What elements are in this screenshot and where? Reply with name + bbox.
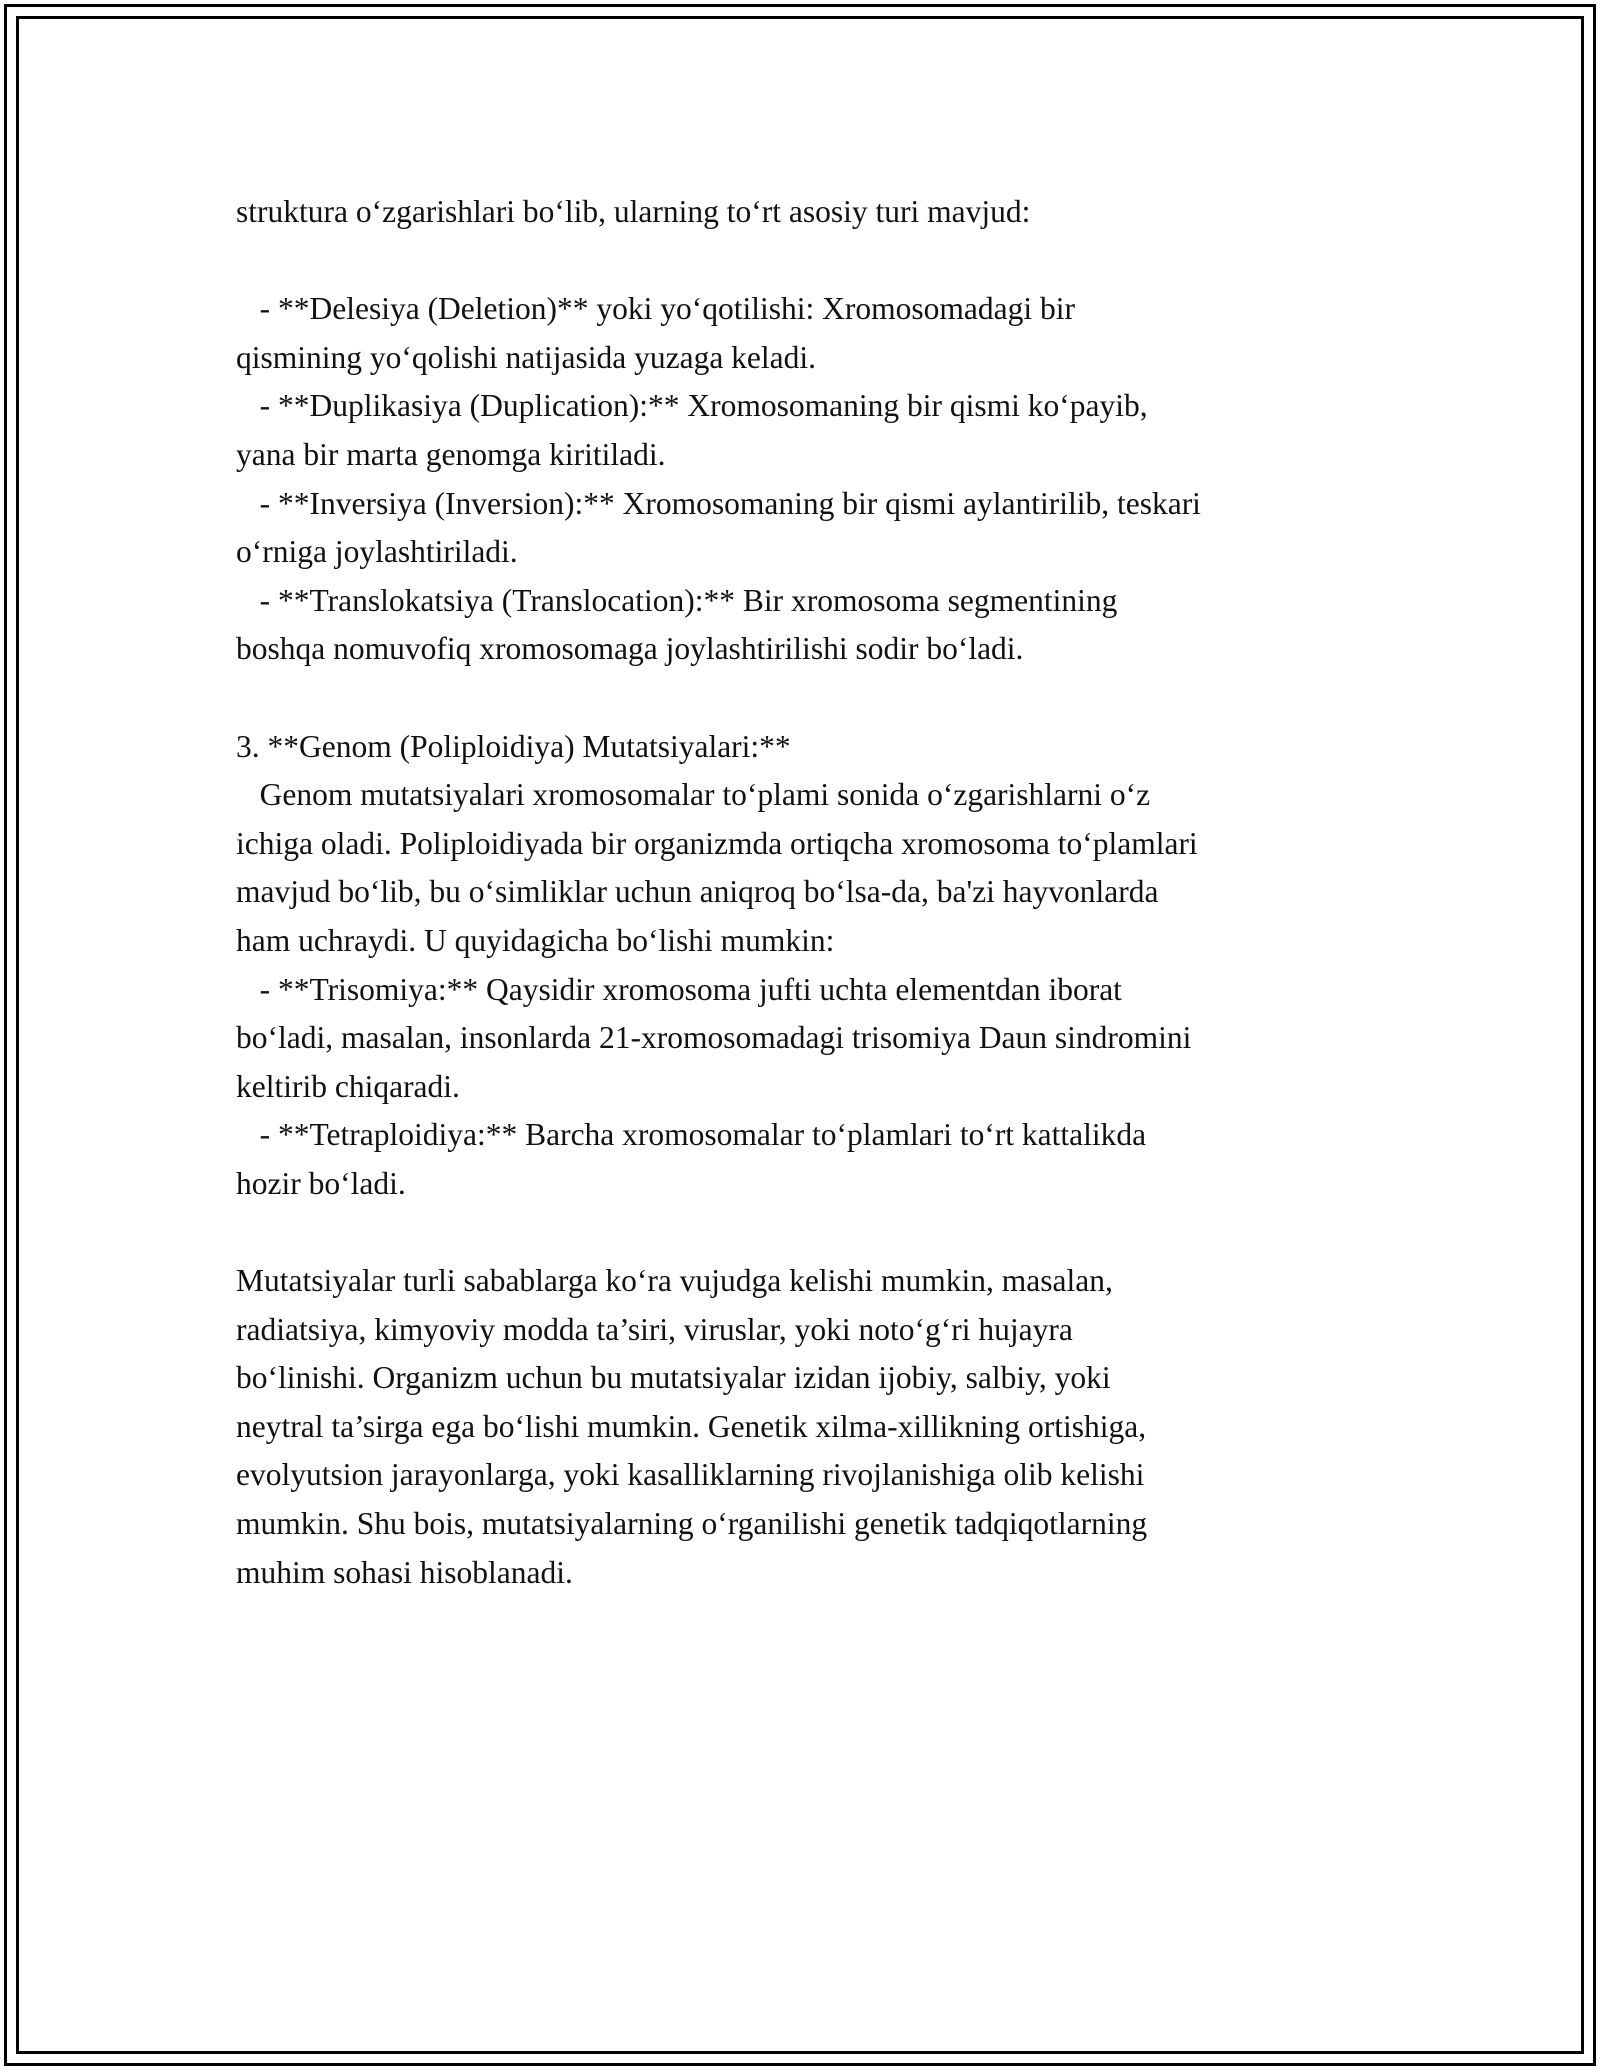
text-line: hozir bo‘ladi.: [236, 1165, 406, 1201]
text-line: muhim sohasi hisoblanadi.: [236, 1554, 573, 1590]
text-line: ichiga oladi. Poliploidiyada bir organizmda ortiqcha xromosoma to‘plamlari: [236, 825, 1198, 861]
text-line: boshqa nomuvofiq xromosomaga joylashtirilishi sodir bo‘ladi.: [236, 631, 1024, 667]
text-line: - **Tetraploidiya:** Barcha xromosomalar to‘plamlari to‘rt kattalikda: [236, 1117, 1147, 1153]
text-line: - **Translokatsiya (Translocation):** Bir xromosoma segmentining: [236, 582, 1118, 618]
blank-line: [236, 674, 1366, 723]
text-line: mumkin. Shu bois, mutatsiyalarning o‘rganilishi genetik tadqiqotlarning: [236, 1506, 1148, 1542]
text-line: yana bir marta genomga kiritiladi.: [236, 436, 666, 472]
text-line: o‘rniga joylashtiriladi.: [236, 534, 518, 570]
document-body: [236, 188, 1366, 1597]
text-line: Genom mutatsiyalari xromosomalar to‘plami sonida o‘zgarishlarni o‘z: [236, 777, 1151, 813]
text-line: bo‘ladi, masalan, insonlarda 21-xromosomadagi trisomiya Daun sindromini: [236, 1020, 1192, 1056]
blank-line: [236, 237, 1366, 286]
section-heading: 3. **Genom (Poliploidiya) Mutatsiyalari:**: [236, 728, 791, 764]
text-line: bo‘linishi. Organizm uchun bu mutatsiyalar izidan ijobiy, salbiy, yoki: [236, 1360, 1111, 1396]
text-line: mavjud bo‘lib, bu o‘simliklar uchun aniqroq bo‘lsa-da, ba'zi hayvonlarda: [236, 874, 1159, 910]
blank-line: [236, 1208, 1366, 1257]
text-line: Mutatsiyalar turli sabablarga ko‘ra vujudga kelishi mumkin, masalan,: [236, 1263, 1113, 1299]
text-line: qismining yo‘qolishi natijasida yuzaga keladi.: [236, 339, 817, 375]
text-line: struktura o‘zgarishlari bo‘lib, ularning to‘rt asosiy turi mavjud:: [236, 194, 1031, 229]
text-line: - **Duplikasiya (Duplication):** Xromosomaning bir qismi ko‘payib,: [236, 388, 1148, 424]
text-line: radiatsiya, kimyoviy modda ta’siri, viruslar, yoki noto‘g‘ri hujayra: [236, 1311, 1073, 1347]
text-line: ham uchraydi. U quyidagicha bo‘lishi mumkin:: [236, 922, 835, 958]
text-line: - **Delesiya (Deletion)** yoki yo‘qotilishi: Xromosomadagi bir: [236, 291, 1075, 327]
text-line: keltirib chiqaradi.: [236, 1068, 460, 1104]
text-line: - **Inversiya (Inversion):** Xromosomaning bir qismi aylantirilib, teskari: [236, 485, 1201, 521]
text-line: - **Trisomiya:** Qaysidir xromosoma jufti uchta elementdan iborat: [236, 971, 1122, 1007]
text-line: evolyutsion jarayonlarga, yoki kasalliklarning rivojlanishiga olib kelishi: [236, 1457, 1145, 1493]
text-line: neytral ta’sirga ega bo‘lishi mumkin. Genetik xilma-xillikning ortishiga,: [236, 1408, 1147, 1444]
